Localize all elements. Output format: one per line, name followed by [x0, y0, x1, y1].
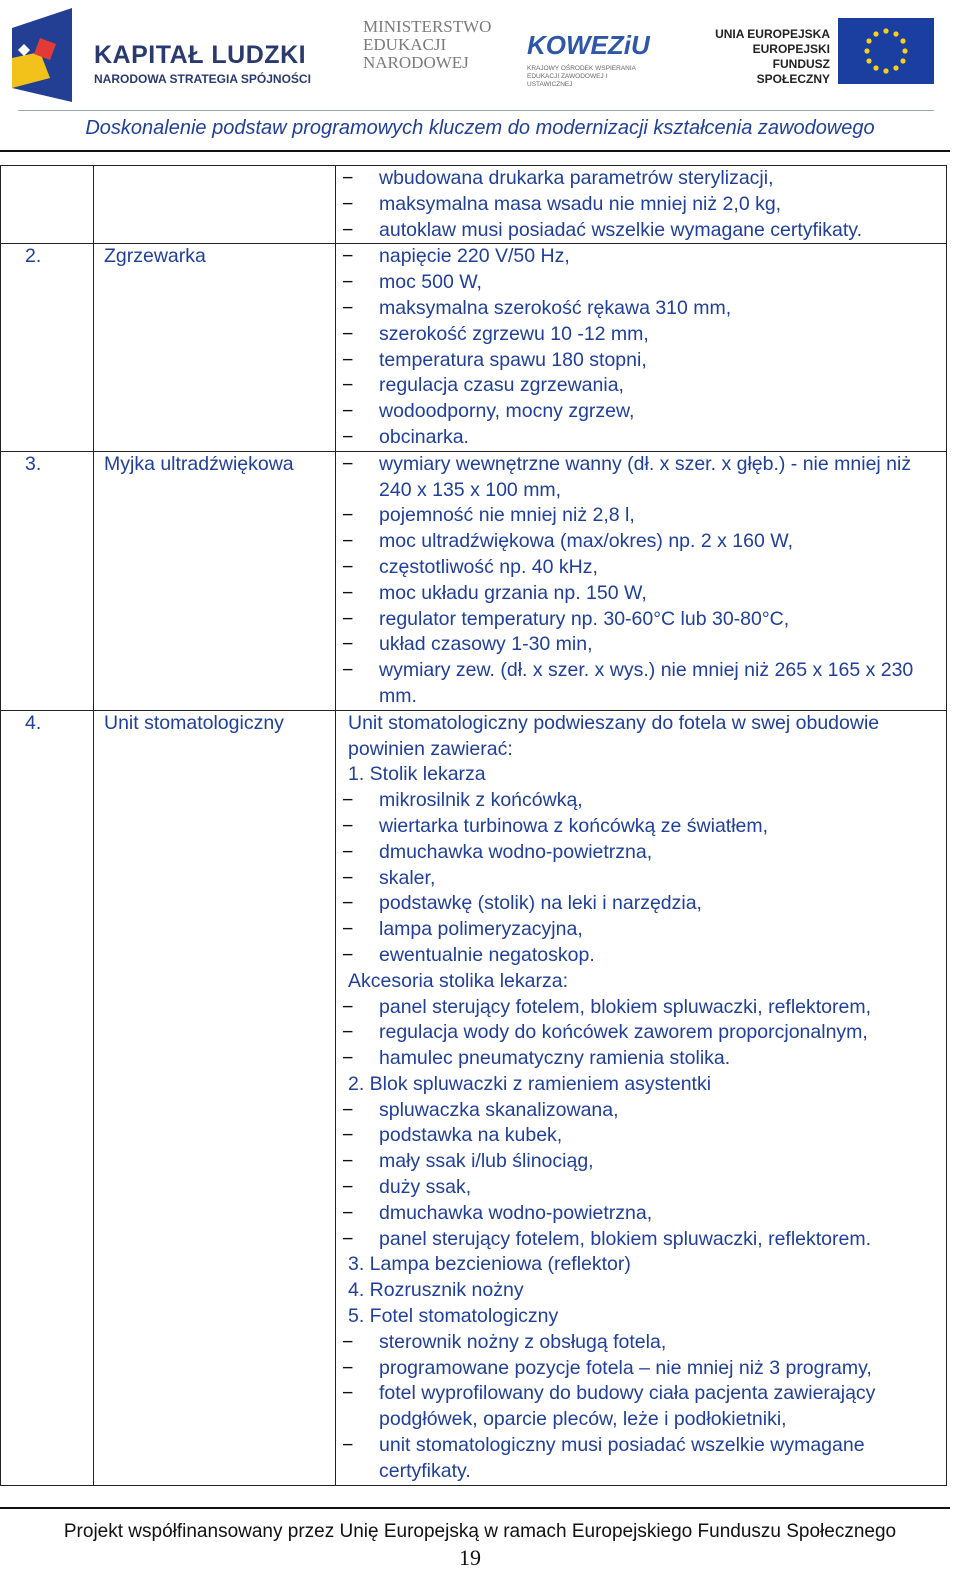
- eu-text: [702, 27, 830, 87]
- kapital-ludzki-title: KAPITAŁ LUDZKI: [94, 41, 307, 69]
- table-row: [1, 166, 947, 244]
- spec-bullet-item: − panel sterujący fotelem, blokiem spluwaczki, reflektorem.: [348, 1227, 946, 1253]
- spec-bullet-item: − podstawkę (stolik) na leki i narzędzia,: [348, 891, 946, 917]
- table-row: [1, 451, 947, 710]
- header-rule: [0, 150, 950, 152]
- device-spec: [336, 166, 947, 244]
- spec-bullet-item: − mały ssak i/lub ślinociąg,: [348, 1149, 946, 1175]
- device-name: Myjka ultradźwiękowa: [94, 451, 336, 710]
- spec-text-line: Akcesoria stolika lekarza:: [348, 969, 569, 992]
- spec-bullet-item: − szerokość zgrzewu 10 -12 mm,: [348, 322, 946, 348]
- table-row: [1, 244, 947, 451]
- spec-bullet-item: − moc ultradźwiękowa (max/okres) np. 2 x 160 W,: [348, 529, 946, 555]
- spec-bullet-item: − obcinarka.: [348, 425, 946, 451]
- spec-bullet-item: − wodoodporny, mocny zgrzew,: [348, 399, 946, 425]
- spec-bullet-item: − napięcie 220 V/50 Hz,: [348, 244, 946, 270]
- spec-bullet-item: − regulacja wody do końcówek zaworem proporcjonalnym,: [348, 1020, 946, 1046]
- footer-rule: [0, 1507, 950, 1509]
- project-title: Doskonalenie podstaw programowych kluczem do modernizacji kształcenia zawodowego: [85, 117, 875, 139]
- eu-line-1: UNIA EUROPEJSKA: [715, 27, 830, 41]
- kapital-ludzki-flag-icon: [10, 8, 74, 102]
- spec-bullet-item: − wymiary zew. (dł. x szer. x wys.) nie mniej niż 265 x 165 x 230 mm.: [348, 658, 946, 710]
- spec-bullet-item: − ewentualnie negatoskop.: [348, 943, 946, 969]
- spec-bullet-item: − skaler,: [348, 866, 946, 892]
- row-number: 4.: [1, 710, 94, 1485]
- ministerstwo-logo: [363, 18, 491, 72]
- spec-bullet-item: − duży ssak,: [348, 1175, 946, 1201]
- spec-bullet-item: − panel sterujący fotelem, blokiem spluwaczki, reflektorem,: [348, 995, 946, 1021]
- header-logos: [0, 0, 960, 110]
- spec-bullet-item: − lampa polimeryzacyjna,: [348, 917, 946, 943]
- row-number: 2.: [1, 244, 94, 451]
- spec-bullet-item: − moc 500 W,: [348, 270, 946, 296]
- page-number: 19: [459, 1545, 481, 1570]
- spec-text-line: 3. Lampa bezcieniowa (reflektor): [348, 1253, 631, 1276]
- spec-bullet-item: − temperatura spawu 180 stopni,: [348, 348, 946, 374]
- spec-bullet-item: − moc układu grzania np. 150 W,: [348, 581, 946, 607]
- device-spec: [336, 451, 947, 710]
- table-row: [1, 710, 947, 1485]
- row-number: [1, 166, 94, 244]
- spec-text-line: Unit stomatologiczny podwieszany do fotela w swej obudowie powinien zawierać:: [348, 711, 880, 760]
- spec-bullet-item: − wymiary wewnętrzne wanny (dł. x szer. x głęb.) - nie mniej niż 240 x 135 x 100 mm,: [348, 452, 946, 504]
- device-name: Unit stomatologiczny: [94, 710, 336, 1485]
- spec-bullet-item: − autoklaw musi posiadać wszelkie wymagane certyfikaty.: [348, 218, 946, 244]
- koweziu-logo: [527, 20, 650, 88]
- kapital-ludzki-logo: [10, 8, 330, 103]
- eu-line-2: EUROPEJSKI: [752, 42, 830, 56]
- spec-bullet-item: − maksymalna masa wsadu nie mniej niż 2,0 kg,: [348, 192, 946, 218]
- spec-bullet-item: − regulator temperatury np. 30-60°C lub 30-80°C,: [348, 607, 946, 633]
- spec-bullet-item: − maksymalna szerokość rękawa 310 mm,: [348, 296, 946, 322]
- spec-text-line: 4. Rozrusznik nożny: [348, 1279, 524, 1302]
- spec-text-line: 2. Blok spluwaczki z ramieniem asystentki: [348, 1072, 712, 1095]
- spec-bullet-item: − programowane pozycje fotela – nie mniej niż 3 programy,: [348, 1356, 946, 1382]
- spec-bullet-item: − częstotliwość np. 40 kHz,: [348, 555, 946, 581]
- ministerstwo-line-1: MINISTERSTWO: [363, 17, 492, 36]
- footer-text: Projekt współfinansowany przez Unię Europejską w ramach Europejskiego Funduszu Społecznego: [63, 1521, 897, 1542]
- device-spec: [336, 710, 947, 1485]
- spec-bullet-item: − pojemność nie mniej niż 2,8 l,: [348, 503, 946, 529]
- koweziu-wordmark: KOWEZiU: [527, 30, 650, 60]
- ministerstwo-line-3: NARODOWEJ: [363, 53, 469, 72]
- eu-line-3: FUNDUSZ SPOŁECZNY: [756, 57, 830, 86]
- koweziu-subtitle: KRAJOWY OŚRODEK WSPIERANIA EDUKACJI ZAWODOWEJ I USTAWICZNEJ: [527, 65, 636, 88]
- spec-bullet-item: − mikrosilnik z końcówką,: [348, 788, 946, 814]
- device-name: Zgrzewarka: [94, 244, 336, 451]
- spec-bullet-item: − regulacja czasu zgrzewania,: [348, 373, 946, 399]
- spec-bullet-item: − fotel wyprofilowany do budowy ciała pacjenta zawierający podgłówek, oparcie pleców, leże i podłokietniki,: [348, 1381, 946, 1433]
- spec-text-line: 5. Fotel stomatologiczny: [348, 1305, 559, 1328]
- spec-table-body: [1, 166, 947, 1486]
- spec-bullet-item: − podstawka na kubek,: [348, 1123, 946, 1149]
- spec-table: [0, 165, 947, 1486]
- device-spec: [336, 244, 947, 451]
- eu-flag-icon: [838, 18, 934, 84]
- spec-bullet-item: − dmuchawka wodno-powietrzna,: [348, 840, 946, 866]
- spec-bullet-item: − wbudowana drukarka parametrów sterylizacji,: [348, 166, 946, 192]
- ministerstwo-line-2: EDUKACJI: [363, 35, 447, 54]
- spec-text-line: 1. Stolik lekarza: [348, 763, 486, 786]
- device-name: [94, 166, 336, 244]
- spec-bullet-item: − spluwaczka skanalizowana,: [348, 1098, 946, 1124]
- spec-bullet-item: − hamulec pneumatyczny ramienia stolika.: [348, 1046, 946, 1072]
- spec-bullet-item: − dmuchawka wodno-powietrzna,: [348, 1201, 946, 1227]
- kapital-ludzki-subtitle: NARODOWA STRATEGIA SPÓJNOŚCI: [94, 72, 311, 86]
- spec-bullet-item: − sterownik nożny z obsługą fotela,: [348, 1330, 946, 1356]
- spec-bullet-item: − układ czasowy 1-30 min,: [348, 632, 946, 658]
- spec-bullet-item: − wiertarka turbinowa z końcówką ze światłem,: [348, 814, 946, 840]
- row-number: 3.: [1, 451, 94, 710]
- header-divider: [18, 110, 934, 111]
- spec-bullet-item: − unit stomatologiczny musi posiadać wszelkie wymagane certyfikaty.: [348, 1433, 946, 1485]
